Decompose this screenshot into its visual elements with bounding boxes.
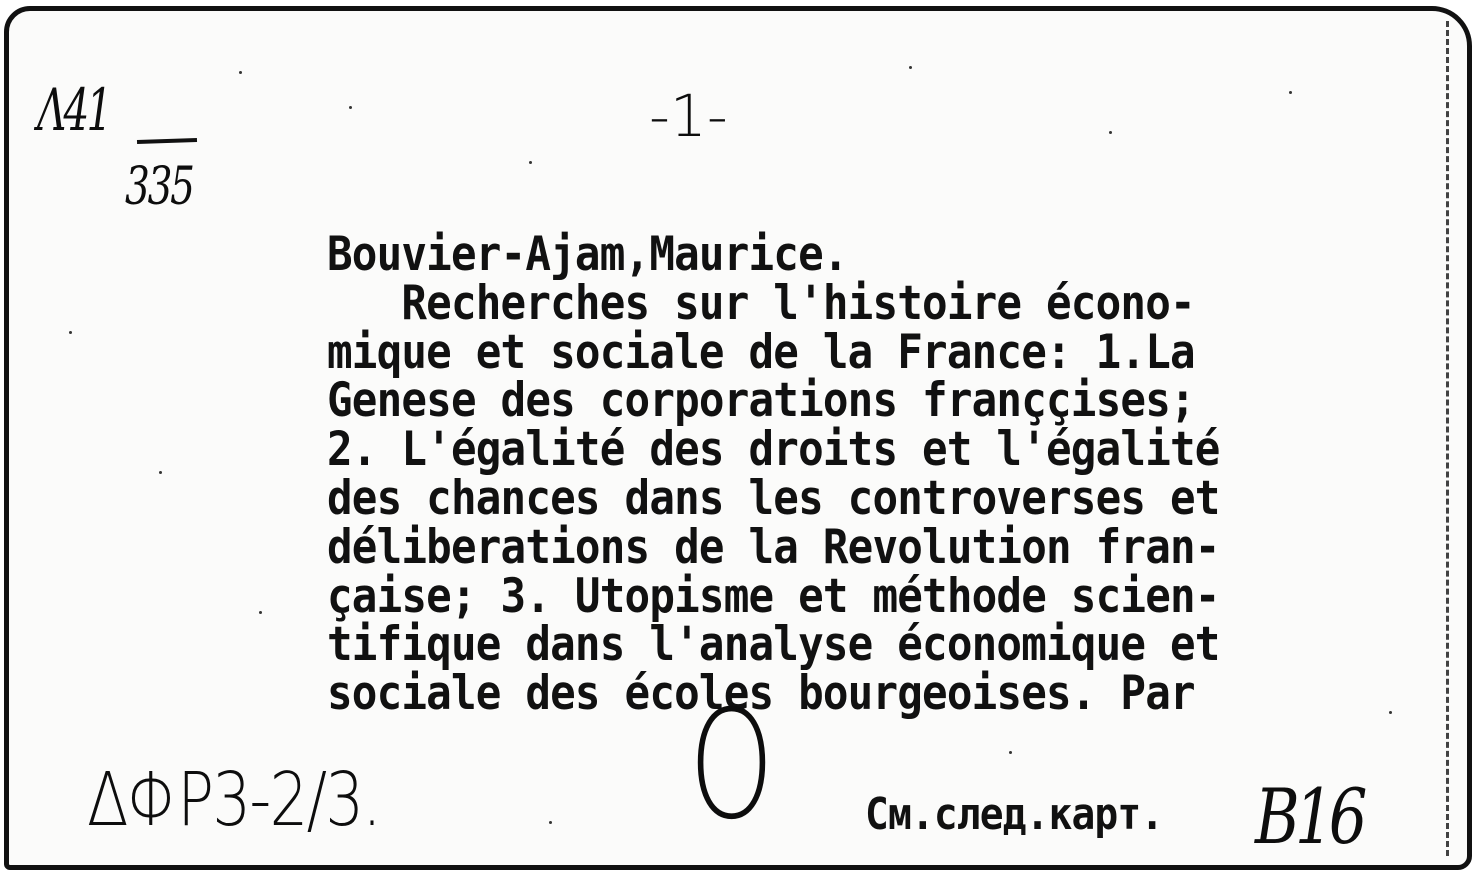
big-letter-mark: O: [689, 679, 775, 853]
entry-line: 2. L'égalité des droits et l'égalité: [327, 422, 1220, 478]
call-number-top: Λ41: [37, 76, 110, 144]
card-right-edge: [1446, 21, 1453, 856]
page-number: -1-: [649, 82, 728, 150]
speck: [259, 611, 262, 614]
speck: [349, 106, 352, 109]
speck: [159, 471, 162, 474]
shelfmark: ΔΦP3-2/3.: [87, 757, 380, 843]
entry-line: sociale des écoles bourgeoises. Par: [327, 666, 1195, 722]
speck: [69, 331, 72, 334]
entry-line: çaise; 3. Utopisme et méthode scien-: [327, 568, 1220, 624]
speck: [1109, 131, 1112, 134]
speck: [909, 66, 912, 69]
see-next-card-note: См.след.карт.: [865, 789, 1164, 840]
author-heading: Bouvier-Ajam,Maurice.: [327, 227, 848, 282]
bibliographic-entry: [327, 227, 1313, 722]
speck: [1289, 91, 1292, 94]
catalog-card: [4, 6, 1472, 870]
speck: [239, 71, 242, 74]
speck: [1009, 751, 1012, 754]
entry-line: déliberations de la Revolution fran-: [327, 519, 1220, 575]
card-code: B16: [1255, 772, 1363, 861]
entry-line: Recherches sur l'histoire écono-: [327, 275, 1195, 331]
entry-line: des chances dans les controverses et: [327, 470, 1220, 526]
entry-line: Genese des corporations franççises;: [327, 373, 1195, 429]
speck: [529, 161, 532, 164]
entry-line: mique et sociale de la France: 1.La: [327, 324, 1195, 380]
call-number-dash: [137, 138, 197, 144]
call-number-bottom: 335: [125, 157, 193, 217]
entry-line: tifique dans l'analyse économique et: [327, 617, 1220, 673]
speck: [1389, 711, 1392, 714]
speck: [549, 821, 552, 824]
